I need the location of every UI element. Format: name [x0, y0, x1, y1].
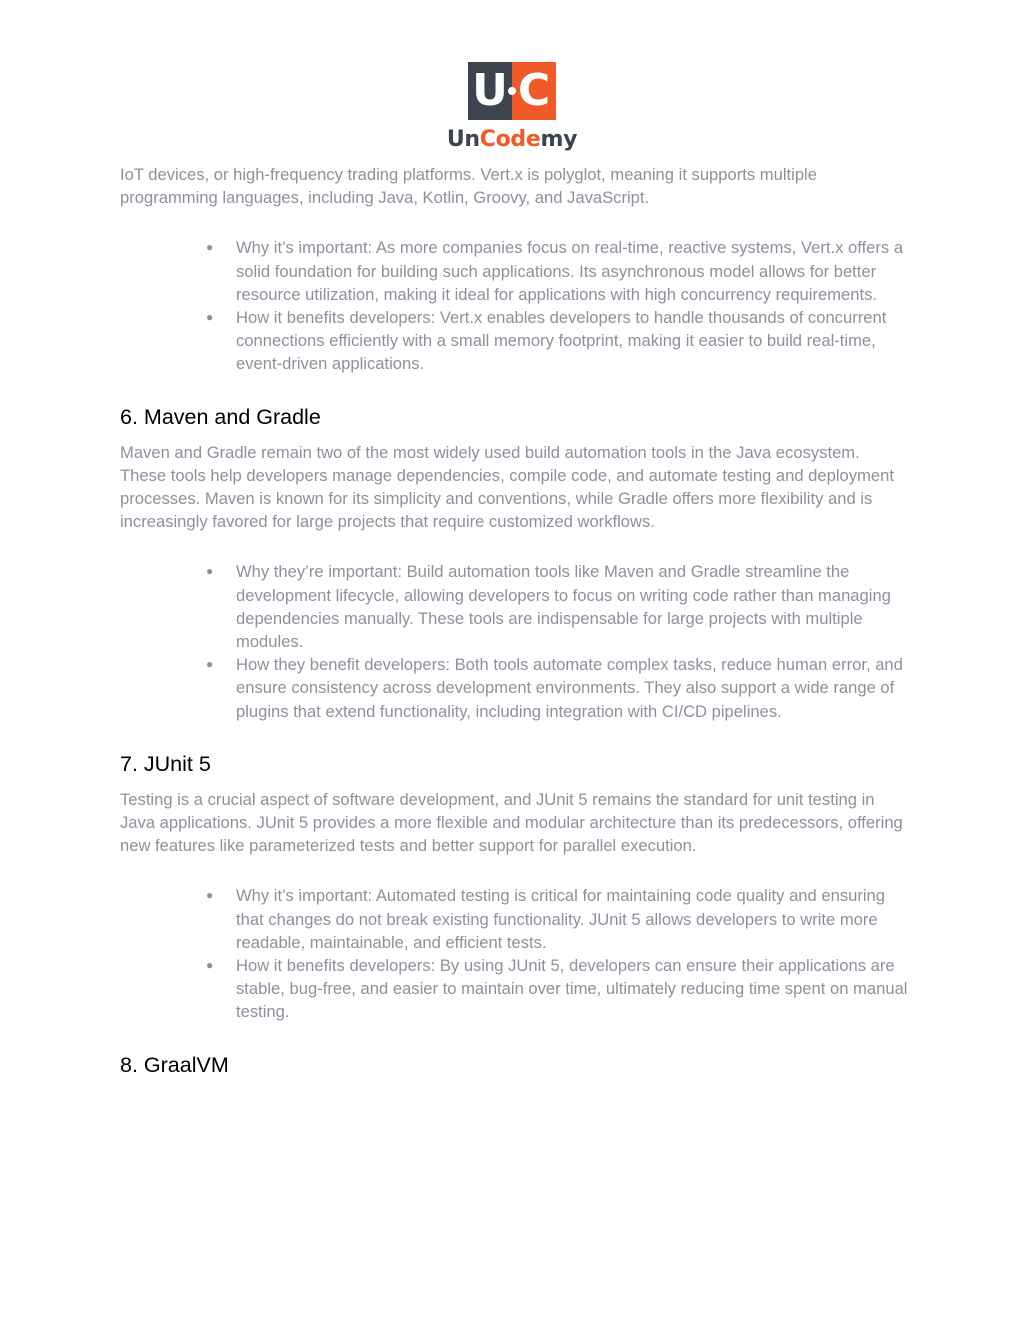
- logo-mark: [468, 62, 556, 120]
- logo-dot-icon: [508, 87, 516, 95]
- logo-word-un: Un: [446, 127, 480, 152]
- logo-wordmark: [440, 126, 584, 154]
- bullet-item: ● How it benefits developers: By using JUnit 5, developers can ensure their applications are stable, bug-free, and easier to maintain over time, ultimately reducing time spent on manual testing.: [120, 954, 910, 1024]
- bullet-item: ● Why it’s important: Automated testing is critical for maintaining code quality and ensuring that changes do not break existing functionality. JUnit 5 allows developers to write more readable, maintainable, and efficient tests.: [120, 884, 910, 954]
- uncodemy-logo: [440, 62, 584, 158]
- logo-mark-u: U: [468, 62, 512, 120]
- junit5-bullet-list: [120, 884, 910, 1023]
- section-heading-junit5: 7. JUnit 5: [120, 751, 211, 776]
- maven-gradle-paragraph: Maven and Gradle remain two of the most widely used build automation tools in the Java ecosystem. These tools help developers manage dependencies, compile code, and automate testing and deployment processes. Maven is known for its simplicity and conventions, while Gradle offers more flexibility and is increasingly favored for large projects that require customized workflows.: [120, 442, 894, 532]
- intro-bullet-list: [120, 236, 910, 375]
- bullet-item: ● Why they’re important: Build automation tools like Maven and Gradle streamline the development lifecycle, allowing developers to focus on writing code rather than managing dependencies manually. These tools are indispensable for large projects with multiple modules.: [120, 560, 910, 653]
- section-heading-graalvm: 8. GraalVM: [120, 1052, 229, 1077]
- document-content: [120, 163, 910, 1089]
- intro-paragraph: IoT devices, or high-frequency trading platforms. Vert.x is polyglot, meaning it supports multiple programming languages, including Java, Kotlin, Groovy, and JavaScript.: [120, 165, 817, 208]
- bullet-item: ● Why it’s important: As more companies focus on real-time, reactive systems, Vert.x offers a solid foundation for building such applications. Its asynchronous model allows for better resource utilization, making it ideal for applications with high concurrency requirements.: [120, 236, 910, 306]
- bullet-item: ● How it benefits developers: Vert.x enables developers to handle thousands of concurrent connections efficiently with a small memory footprint, making it easier to build real-time, event-driven applications.: [120, 306, 910, 376]
- logo-word-code: Code: [479, 127, 541, 152]
- logo-mark-c: C: [512, 62, 556, 120]
- section-heading-maven-gradle: 6. Maven and Gradle: [120, 404, 321, 429]
- logo-word-my: my: [540, 127, 578, 152]
- maven-gradle-bullet-list: [120, 560, 910, 722]
- junit5-paragraph: Testing is a crucial aspect of software development, and JUnit 5 remains the standard for unit testing in Java applications. JUnit 5 provides a more flexible and modular architecture than its predecessors, offering new features like parameterized tests and better support for parallel execution.: [120, 789, 903, 856]
- bullet-item: ● How they benefit developers: Both tools automate complex tasks, reduce human error, and ensure consistency across development environments. They also support a wide range of plugins that extend functionality, including integration with CI/CD pipelines.: [120, 653, 910, 723]
